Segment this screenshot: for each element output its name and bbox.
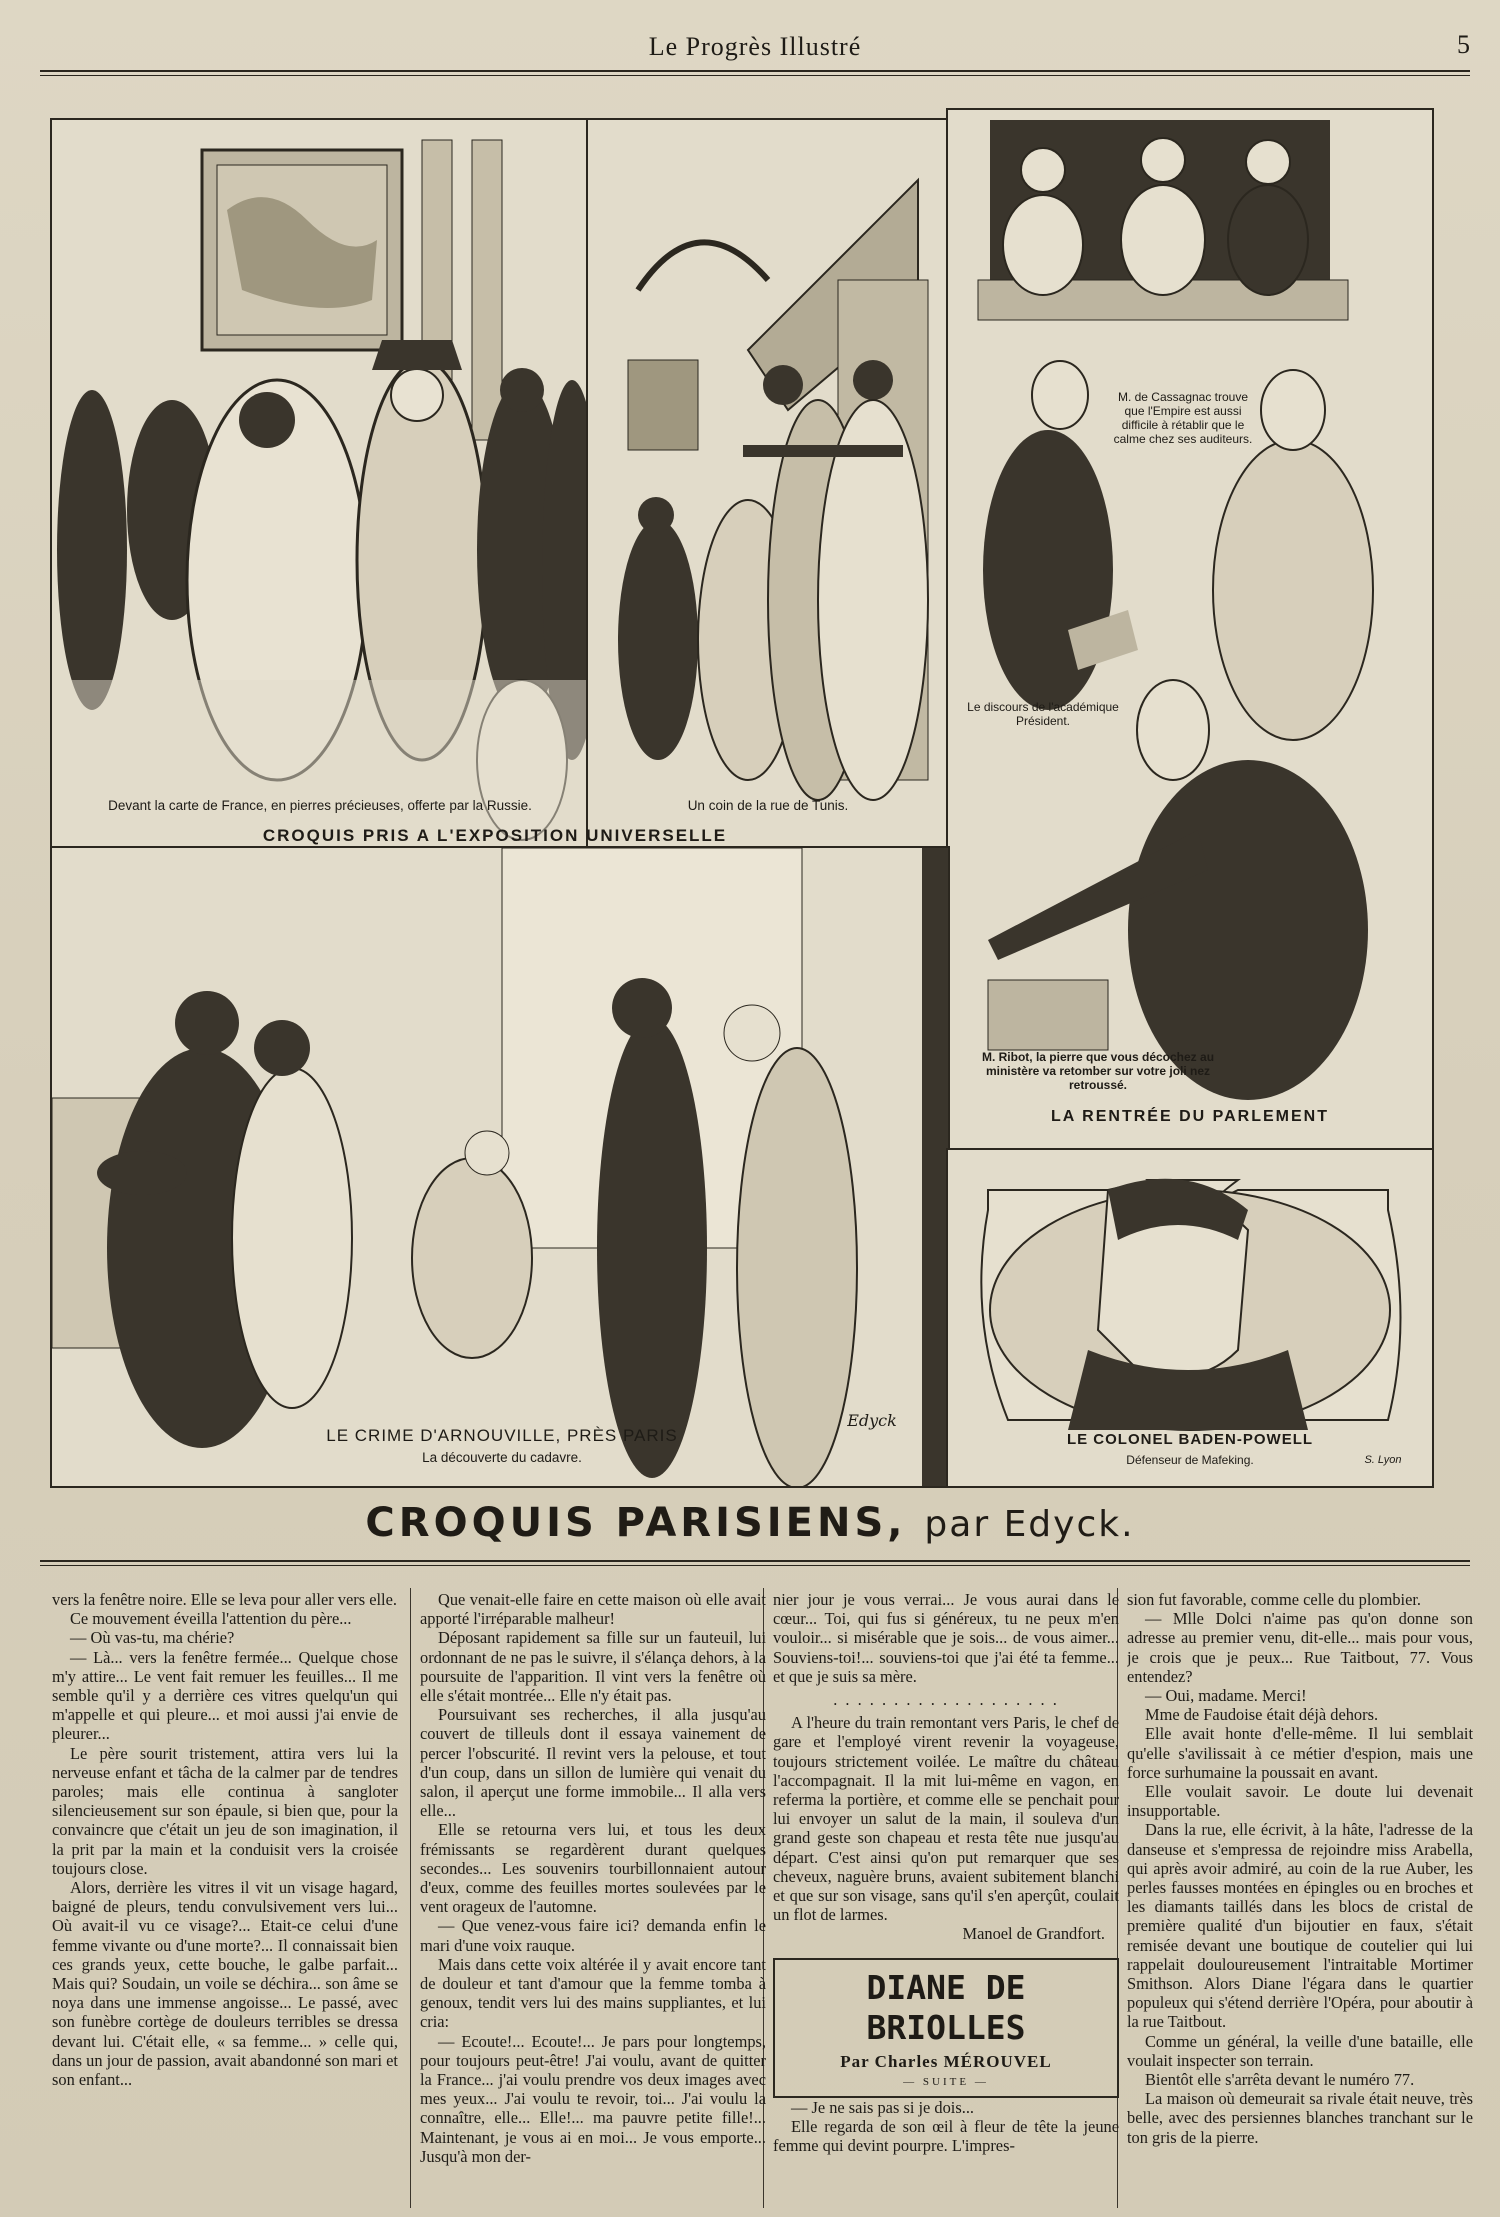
page-title bbox=[0, 1500, 1500, 1546]
illustration-crime-arnouville bbox=[50, 846, 950, 1488]
bubble-ribot: M. Ribot, la pierre que vous décochez au ministère va retomber sur votre joli nez retroussé. bbox=[981, 1050, 1215, 1092]
caption-expo-title: CROQUIS PRIS A L'EXPOSITION UNIVERSELLE bbox=[262, 826, 728, 845]
paragraph: Poursuivant ses recherches, il alla jusqu'au couvert de tilleuls dont il essaya vainement de percer l'obscurité. Il revint vers la pelouse, et tout d'un coup, dans un sillon de lumière qui venait du salon, il aperçut une forme immobile... Il alla vers elle... bbox=[420, 1705, 766, 1821]
illustration-rentree-parlement bbox=[946, 108, 1434, 1152]
bubble-discours: Le discours de l'académique Président. bbox=[967, 700, 1119, 728]
caption-crime-title: LE CRIME D'ARNOUVILLE, PRÈS PARIS bbox=[326, 1426, 678, 1445]
paragraph: Que venait-elle faire en cette maison où elle avait apporté l'irréparable malheur! bbox=[420, 1590, 766, 1629]
caption-baden-title: LE COLONEL BADEN-POWELL bbox=[1066, 1431, 1314, 1448]
engraving-crime-scene bbox=[52, 848, 948, 1486]
paragraph: Le père sourit tristement, attira vers lui la nerveuse enfant et tâcha de la calmer par de tendres paroles; mais elle continua à sangloter silencieusement sur son épaule, si bien que, pour la convaincre que c'était un jeu de son imagination, il la prit par la main et la conduisit vers la croisée toujours close. bbox=[52, 1743, 398, 1878]
paragraph: Mme de Faudoise était déjà dehors. bbox=[1145, 1705, 1379, 1725]
feuilleton-title: DIANE DE BRIOLLES bbox=[866, 1967, 1026, 2047]
engraving-tunis-street bbox=[588, 120, 948, 848]
paragraph: — Oui, madame. Merci! bbox=[1145, 1686, 1307, 1706]
illustration-expo-russia-map bbox=[50, 118, 590, 850]
paragraph: Dans la rue, elle écrivit, à la hâte, l'adresse de la danseuse et s'empressa de rejoindre miss Arabella, qui après avoir admiré, au coin de la rue Auber, les perles fausses montées en épingles ou en broches et les diamants taillés dans les blocs de cristal de première qualité d'un bijoutier en faux, s'était remisée devant une boutique de coutelier qui lui rappelait douloureusement l'intraitable Mortimer Smithson. Alors Diane l'égara dans le quartier populeux qui s'étend derrière l'Opéra, pour aboutir à la rue Taitbout. bbox=[1127, 1820, 1473, 2032]
paragraph: — Ecoute!... Ecoute!... Je pars pour longtemps, pour toujours peut-être! J'ai voulu, avant de quitter la France... j'ai voulu prendre vos deux images avec mes yeux... J'ai voulu te revoir, toi... J'ai voulu la connaître, elle... Elle!... ma pauvre petite fille!... Maintenant, je vous ai en moi... Je vous emporte... Jusqu'à mon der- bbox=[420, 2031, 766, 2166]
caption-parlement-title: LA RENTRÉE DU PARLEMENT bbox=[1051, 1108, 1329, 1125]
engraving-crowd-at-map bbox=[52, 120, 588, 848]
text-column-1 bbox=[52, 1590, 398, 2205]
artist-signature-lyon: S. Lyon bbox=[1364, 1454, 1402, 1466]
caption-baden-sub: Défenseur de Mafeking. bbox=[1126, 1453, 1254, 1467]
paragraph: nier jour je vous verrai... Je vous aurai dans le cœur... Toi, qui fus si généreux, tu ne peux m'en vouloir... si misérable que je sois... de vous aimer... Souviens-toi!... souviens-toi que j'ai été ta femme... et que je suis sa mère. bbox=[773, 1590, 1119, 1686]
caption-expo-right: Un coin de la rue de Tunis. bbox=[687, 798, 849, 813]
feuilleton-suite: — SUITE — bbox=[903, 2075, 989, 2088]
paragraph: vers la fenêtre noire. Elle se leva pour aller vers elle. bbox=[52, 1590, 397, 1609]
column-rule bbox=[410, 1588, 411, 2208]
feuilleton-header bbox=[773, 1958, 1119, 2098]
page-number: 5 bbox=[1457, 30, 1470, 59]
masthead-rule bbox=[40, 70, 1470, 76]
text-column-4 bbox=[1127, 1590, 1473, 2205]
page-title-main: CROQUIS PARISIENS, bbox=[365, 1500, 907, 1546]
paragraph: A l'heure du train remontant vers Paris, le chef de gare et l'employé virent revenir la voyageuse, toujours strictement voilée. Le maître du château l'accompagnait. Il la mit lui-même en vagon, en referma la portière, et comme elle se penchait pour lui envoyer un salut de la main, il souleva d'un grand geste son chapeau et resta tête nue jusqu'au départ. C'est ainsi qu'on put remarquer que ses cheveux, naguère bruns, avaient subitement blanchi et que sur son visage, sans qu'il s'en aperçût, coulait un flot de larmes. bbox=[773, 1713, 1119, 1925]
illustration-rue-de-tunis bbox=[586, 118, 950, 850]
paragraph: La maison où demeurait sa rivale était neuve, très belle, avec des persiennes blanches tranchant sur le ton gris de la pierre. bbox=[1127, 2089, 1473, 2147]
paragraph: — Que venez-vous faire ici? demanda enfin le mari d'une voix rauque. bbox=[420, 1916, 766, 1955]
paragraph: — Là... vers la fenêtre fermée... Quelque chose m'y attire... Le vent fait remuer les feuilles... Il me semble qu'il y a derrière ces vitres quelqu'un qui m'appelle et qui pleure... et moi aussi j'ai envie de pleurer... bbox=[52, 1647, 398, 1744]
separator: . . . . . . . . . . . . . . . . . . . bbox=[833, 1690, 1059, 1710]
paragraph: — Où vas-tu, ma chérie? bbox=[70, 1628, 235, 1648]
masthead bbox=[40, 28, 1470, 68]
paragraph: Elle voulait savoir. Le doute lui devenait insupportable. bbox=[1127, 1782, 1473, 1821]
engraving-parliament bbox=[948, 110, 1432, 1150]
paragraph: — Je ne sais pas si je dois... bbox=[791, 2098, 975, 2118]
caption-expo-left: Devant la carte de France, en pierres précieuses, offerte par la Russie. bbox=[108, 798, 532, 813]
feuilleton-author: Par Charles MÉROUVEL bbox=[840, 2051, 1052, 2071]
newspaper-title: Le Progrès Illustré bbox=[648, 32, 862, 61]
paragraph: Comme un général, la veille d'une bataille, elle voulait inspecter son terrain. bbox=[1127, 2031, 1473, 2070]
paragraph: Mais dans cette voix altérée il y avait encore tant de douleur et tant d'amour que la femme tomba à genoux, tendit vers lui des mains suppliantes, et lui cria: bbox=[420, 1954, 766, 2032]
paragraph: — Mlle Dolci n'aime pas qu'on donne son adresse au premier venu, dit-elle... mais pour vous, je crois que je peux... Rue Taitbout, 77. Vous entendez? bbox=[1127, 1609, 1473, 1686]
paragraph: Alors, derrière les vitres il vit un visage hagard, baigné de pleurs, tendu convulsivement vers lui... Où avait-il vu ce visage?... Etait-ce celui d'une femme vivante ou d'une morte?... Il connaissait bien ces grands yeux, cette bouche, le galbe parfait... Mais qui? Soudain, un voile se déchira... son âme se noya dans une immense angoisse... Le passé, avec son funèbre cortège de douleurs terribles se dressa devant lui. C'était elle, « sa femme... » celle qui, dans un jour de passion, avait abandonné son mari et son enfant... bbox=[52, 1878, 398, 2090]
text-column-2 bbox=[420, 1590, 766, 2205]
illustration-baden-powell bbox=[946, 1148, 1434, 1488]
artist-signature-edyck: Edyck bbox=[847, 1411, 897, 1430]
bubble-cassagnac: M. de Cassagnac trouve que l'Empire est aussi difficile à rétablir que le calme chez ses auditeurs. bbox=[1113, 390, 1253, 446]
title-rule bbox=[40, 1560, 1470, 1566]
paragraph: Elle se retourna vers lui, et tous les deux frémissants se regardèrent durant quelques secondes... Les souvenirs tourbillonnaient autour d'eux, comme des feuilles mortes soulevées par le vent orageux de l'automne. bbox=[420, 1820, 766, 1917]
paragraph: Elle avait honte d'elle-même. Il lui semblait qu'elle s'avilissait à ce métier d'espion, mais une force surhumaine la poussait en avant. bbox=[1127, 1724, 1473, 1782]
author-signature: Manoel de Grandfort. bbox=[962, 1924, 1105, 1944]
paragraph: Déposant rapidement sa fille sur un fauteuil, lui ordonnant de ne pas le suivre, il s'élança dehors, à la poursuite de l'apparition. Il vint vers la fenêtre où elle s'était montrée... Elle n'y était pas. bbox=[420, 1628, 766, 1706]
page-title-byline: par Edyck. bbox=[924, 1504, 1135, 1545]
paragraph: sion fut favorable, comme celle du plombier. bbox=[1127, 1590, 1422, 1609]
paragraph: Bientôt elle s'arrêta devant le numéro 77. bbox=[1145, 2070, 1415, 2090]
paragraph: Ce mouvement éveilla l'attention du père... bbox=[70, 1609, 352, 1629]
text-column-3 bbox=[773, 1590, 1119, 2205]
caption-crime-sub: La découverte du cadavre. bbox=[422, 1450, 582, 1465]
paragraph: Elle regarda de son œil à fleur de tête la jeune femme qui devint pourpre. L'impres- bbox=[773, 2117, 1119, 2156]
